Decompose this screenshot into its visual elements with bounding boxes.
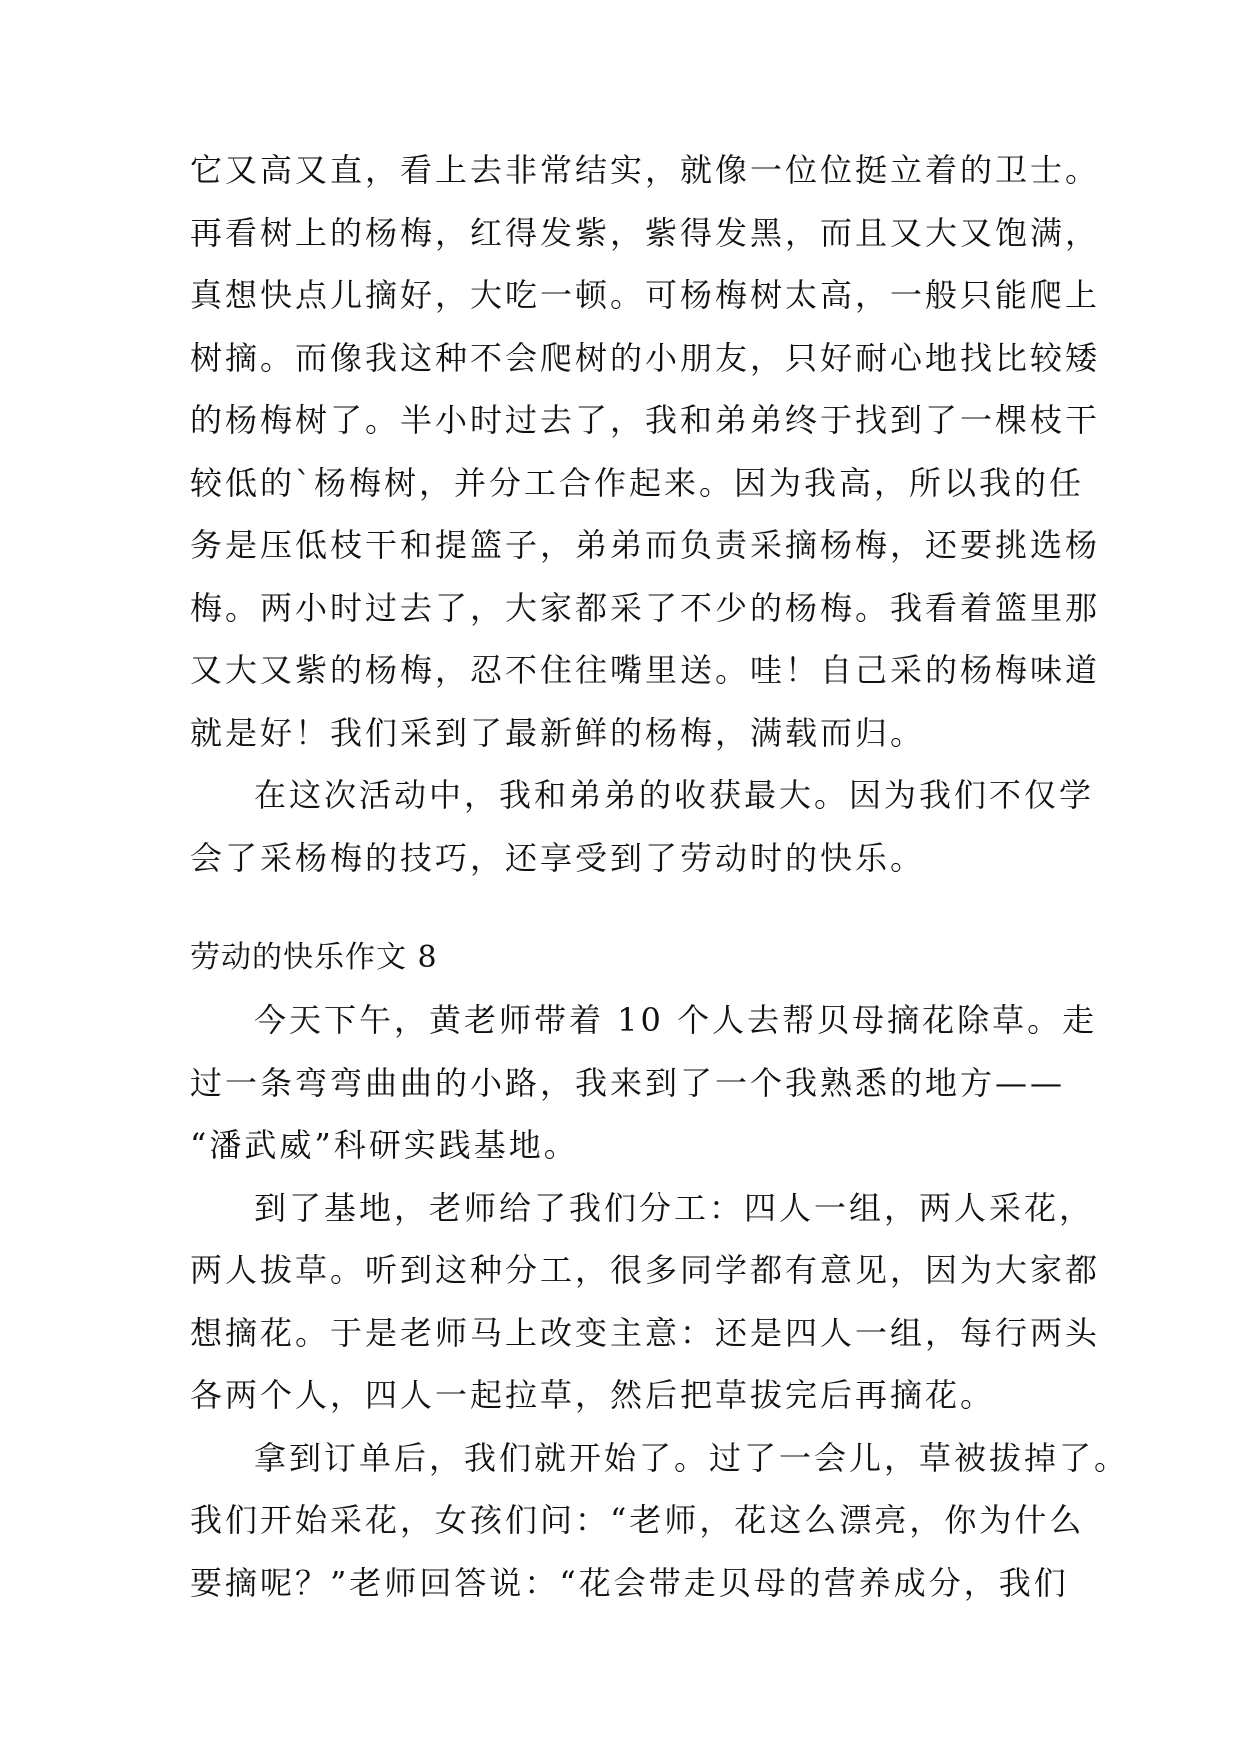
paragraph-line: 要摘呢？”老师回答说：“花会带走贝母的营养成分，我们 (190, 1563, 1069, 1602)
section-heading: 劳动的快乐作文 8 (190, 939, 438, 975)
paragraph-line: 又大又紫的杨梅，忍不住往嘴里送。哇！自己采的杨梅味道 (190, 651, 1101, 689)
paragraph-line: 就是好！我们采到了最新鲜的杨梅，满载而归。 (190, 713, 926, 752)
paragraph-line: 拿到订单后，我们就开始了。过了一会儿，草被拔掉了。 (254, 1438, 1130, 1477)
paragraph-line: 想摘花。于是老师马上改变主意：还是四人一组，每行两头 (190, 1313, 1101, 1352)
paragraph-line: 的杨梅树了。半小时过去了，我和弟弟终于找到了一棵枝干 (190, 401, 1101, 439)
paragraph-line: 两人拔草。听到这种分工，很多同学都有意见，因为大家都 (190, 1251, 1101, 1289)
paragraph-line: “潘武威”科研实践基地。 (190, 1126, 579, 1164)
paragraph-line: 务是压低枝干和提篮子，弟弟而负责采摘杨梅，还要挑选杨 (190, 526, 1101, 564)
paragraph-line: 会了采杨梅的技巧，还享受到了劳动时的快乐。 (190, 838, 926, 877)
paragraph-line: 再看树上的杨梅，红得发紫，紫得发黑，而且又大又饱满， (190, 213, 1101, 252)
paragraph-line: 过一条弯弯曲曲的小路，我来到了一个我熟悉的地方—— (190, 1063, 1066, 1102)
paragraph-line: 今天下午，黄老师带着 10 个人去帮贝母摘花除草。走 (254, 1001, 1098, 1039)
paragraph-line: 较低的`杨梅树，并分工合作起来。因为我高，所以我的任 (190, 463, 1085, 502)
paragraph-line: 在这次活动中，我和弟弟的收获最大。因为我们不仅学 (254, 776, 1095, 814)
paragraph-line: 梅。两小时过去了，大家都采了不少的杨梅。我看着篮里那 (190, 588, 1101, 627)
paragraph-line: 它又高又直，看上去非常结实，就像一位位挺立着的卫士。 (190, 151, 1101, 189)
paragraph-line: 各两个人，四人一起拉草，然后把草拔完后再摘花。 (190, 1376, 996, 1414)
paragraph-line: 树摘。而像我这种不会爬树的小朋友，只好耐心地找比较矮 (190, 338, 1101, 377)
paragraph-line: 真想快点儿摘好，大吃一顿。可杨梅树太高，一般只能爬上 (190, 276, 1101, 314)
paragraph-line: 到了基地，老师给了我们分工：四人一组，两人采花， (254, 1188, 1095, 1227)
paragraph-line: 我们开始采花，女孩们问：“老师，花这么漂亮，你为什么 (190, 1501, 1085, 1539)
